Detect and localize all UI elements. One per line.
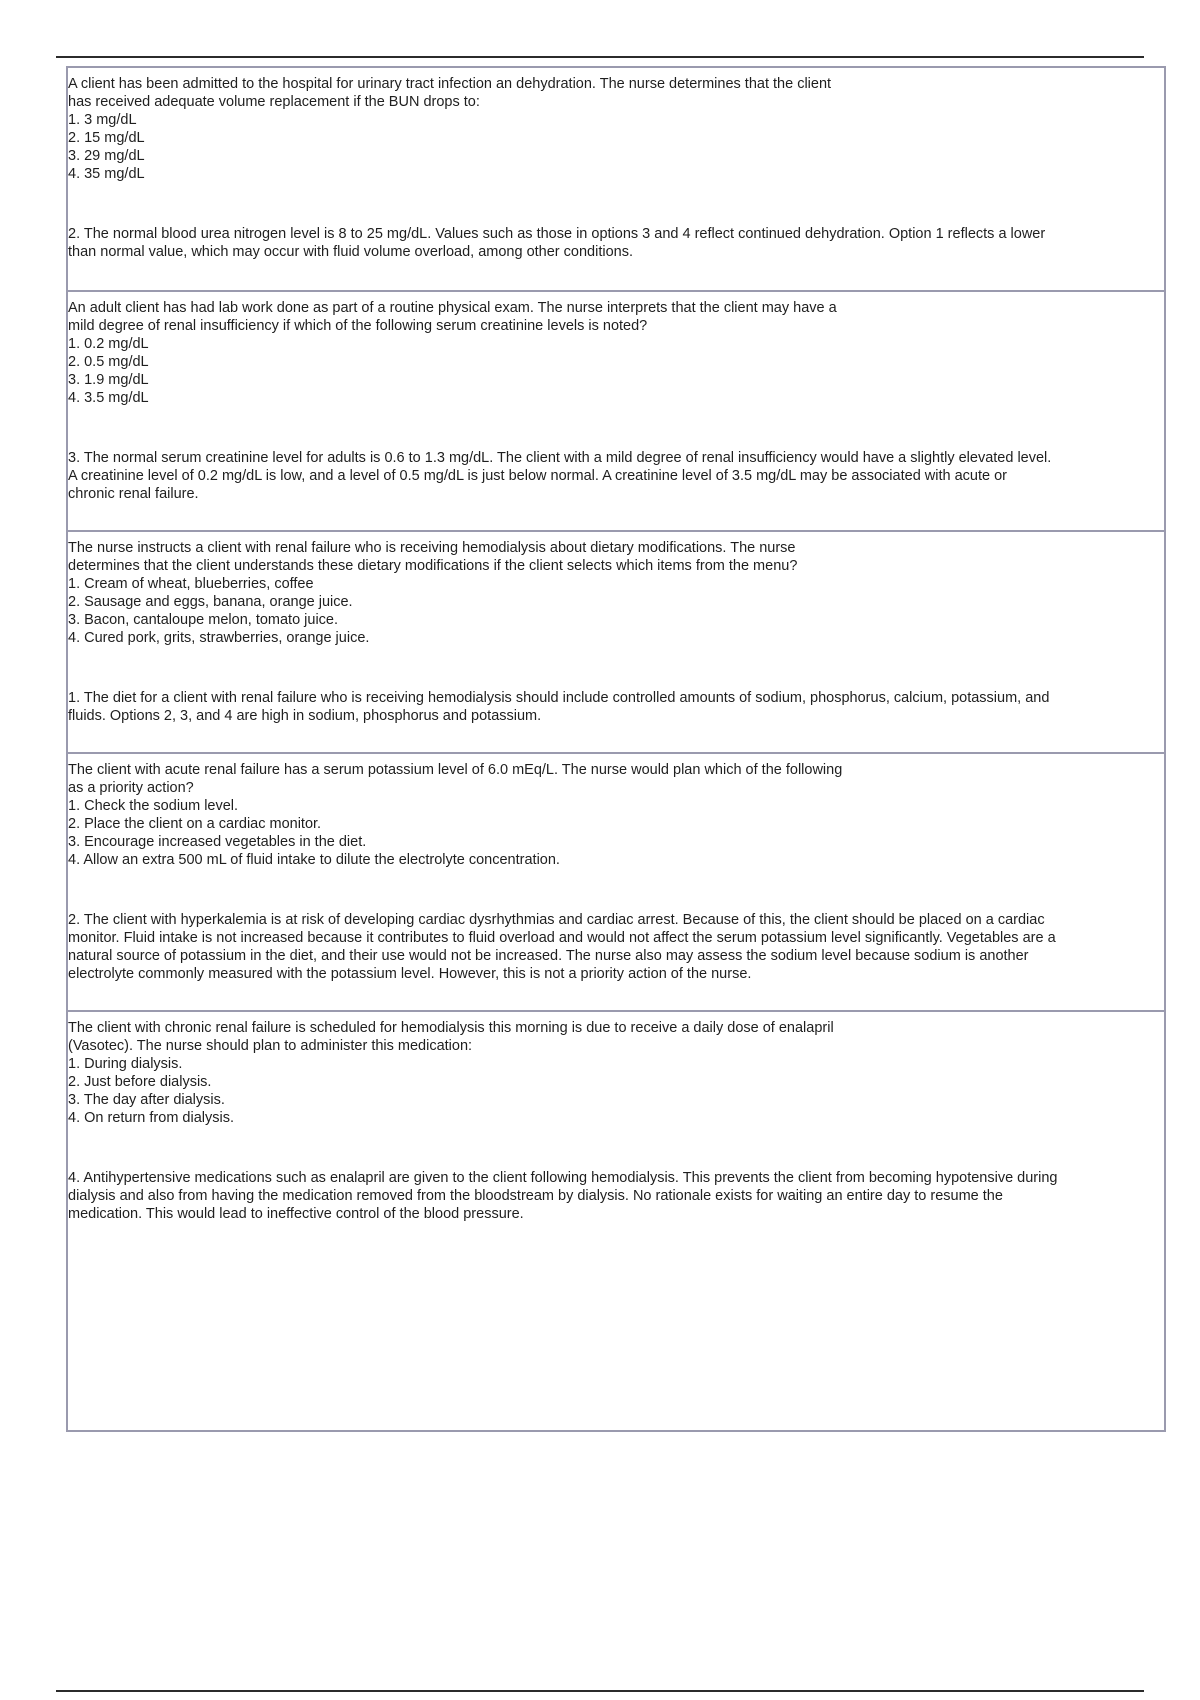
option-2: 2. 0.5 mg/dL: [68, 354, 149, 370]
rationale-text: 2. The normal blood urea nitrogen level is 8 to 25 mg/dL. Values such as those in options 3 and 4 reflect continued dehydration. Option 1 reflects a lower than normal value, which may occur with fluid volume overload, among other conditions.: [68, 226, 1046, 260]
option-2: 2. 15 mg/dL: [68, 130, 145, 146]
options-list: [68, 797, 1164, 869]
option-2: 2. Just before dialysis.: [68, 1074, 212, 1090]
option-1: 1. 3 mg/dL: [68, 112, 137, 128]
option-2: 2. Sausage and eggs, banana, orange juice.: [68, 594, 353, 610]
option-1: 1. During dialysis.: [68, 1056, 183, 1072]
top-rule: [56, 56, 1144, 58]
options-list: [68, 111, 1164, 183]
option-3: 3. Encourage increased vegetables in the diet.: [68, 834, 367, 850]
question-card-4: [68, 754, 1164, 1012]
question-text: An adult client has had lab work done as part of a routine physical exam. The nurse interprets that the client may have a mild degree of renal insufficiency if which of the following serum creatinine levels is noted?: [68, 300, 837, 334]
option-3: 3. 29 mg/dL: [68, 148, 145, 164]
option-1: 1. Cream of wheat, blueberries, coffee: [68, 576, 314, 592]
question-card-3: [68, 532, 1164, 754]
question-text: A client has been admitted to the hospital for urinary tract infection an dehydration. The nurse determines that the client has received adequate volume replacement if the BUN drops to:: [68, 76, 832, 110]
question-card-5: [68, 1012, 1164, 1432]
question-text: The client with acute renal failure has a serum potassium level of 6.0 mEq/L. The nurse would plan which of the following as a priority action?: [68, 762, 843, 796]
question-card-1: [68, 68, 1164, 292]
rationale-text: 1. The diet for a client with renal failure who is receiving hemodialysis should include controlled amounts of sodium, phosphorus, calcium, potassium, and fluids. Options 2, 3, and 4 are high in sodium, phosphorus and potassium.: [68, 690, 1050, 724]
options-list: [68, 335, 1164, 407]
option-4: 4. On return from dialysis.: [68, 1110, 234, 1126]
question-text: The client with chronic renal failure is scheduled for hemodialysis this morning is due to receive a daily dose of enalapril (Vasotec). The nurse should plan to administer this medication:: [68, 1020, 834, 1054]
question-card-2: [68, 292, 1164, 532]
option-3: 3. Bacon, cantaloupe melon, tomato juice.: [68, 612, 339, 628]
option-4: 4. 3.5 mg/dL: [68, 390, 149, 406]
option-4: 4. Cured pork, grits, strawberries, orange juice.: [68, 630, 370, 646]
option-3: 3. The day after dialysis.: [68, 1092, 225, 1108]
option-2: 2. Place the client on a cardiac monitor.: [68, 816, 322, 832]
question-text: The nurse instructs a client with renal failure who is receiving hemodialysis about dietary modifications. The nurse determines that the client understands these dietary modifications if the client selects which items from the menu?: [68, 540, 798, 574]
option-1: 1. 0.2 mg/dL: [68, 336, 149, 352]
options-list: [68, 1055, 1164, 1127]
qa-table: [66, 66, 1166, 1432]
rationale-text: 4. Antihypertensive medications such as enalapril are given to the client following hemodialysis. This prevents the client from becoming hypotensive during dialysis and also from having the medication removed from the bloodstream by dialysis. No rationale exists for waiting an entire day to resume the medication. This would lead to ineffective control of the blood pressure.: [68, 1170, 1058, 1222]
bottom-rule: [56, 1690, 1144, 1692]
rationale-text: 3. The normal serum creatinine level for adults is 0.6 to 1.3 mg/dL. The client with a mild degree of renal insufficiency would have a slightly elevated level. A creatinine level of 0.2 mg/dL is low, and a level of 0.5 mg/dL is just below normal. A creatinine level of 3.5 mg/dL may be associated with acute or chronic renal failure.: [68, 450, 1052, 502]
option-3: 3. 1.9 mg/dL: [68, 372, 149, 388]
option-1: 1. Check the sodium level.: [68, 798, 239, 814]
rationale-text: 2. The client with hyperkalemia is at risk of developing cardiac dysrhythmias and cardiac arrest. Because of this, the client should be placed on a cardiac monitor. Fluid intake is not increased because it contributes to fluid overload and would not affect the serum potassium level significantly. Vegetables are a natural source of potassium in the diet, and their use would not be increased. The nurse also may assess the sodium level because sodium is another electrolyte commonly measured with the potassium level. However, this is not a priority action of the nurse.: [68, 912, 1056, 982]
option-4: 4. 35 mg/dL: [68, 166, 145, 182]
option-4: 4. Allow an extra 500 mL of fluid intake to dilute the electrolyte concentration.: [68, 852, 560, 868]
options-list: [68, 575, 1164, 647]
